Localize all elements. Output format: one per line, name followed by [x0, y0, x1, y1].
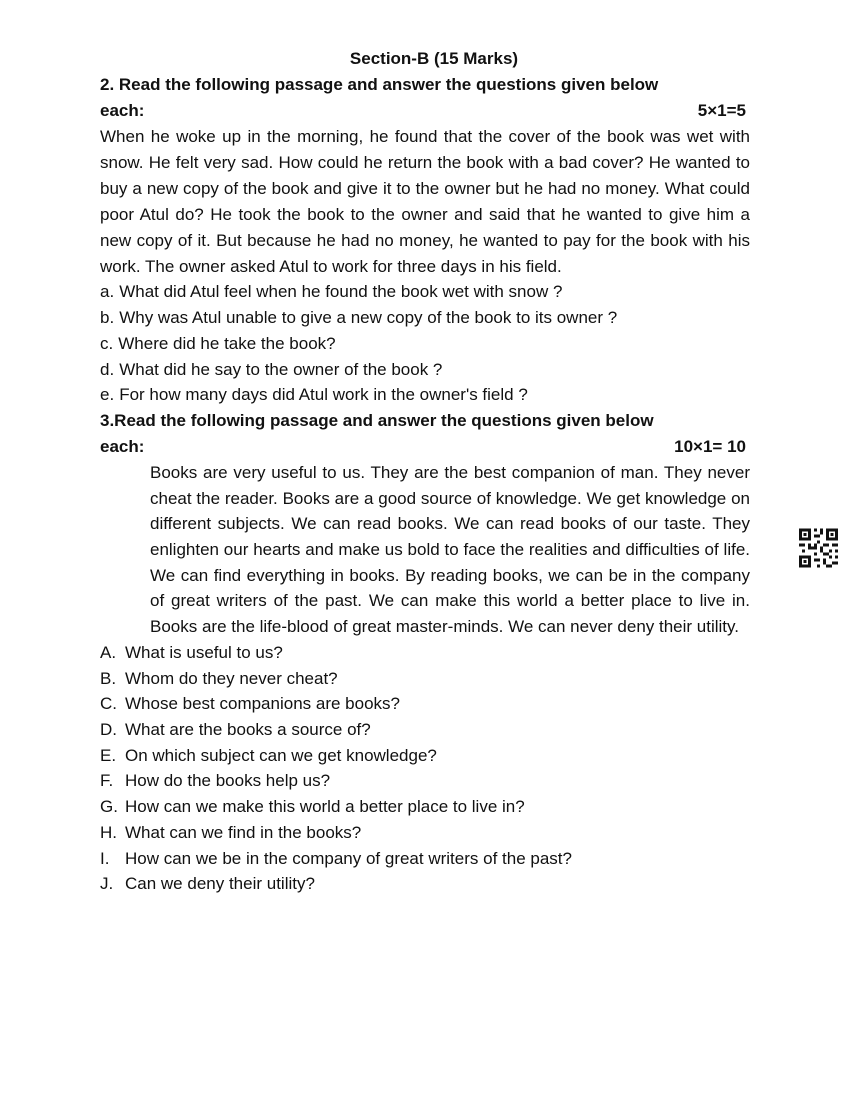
q2-heading-row [100, 98, 750, 124]
q2-question-list [100, 279, 750, 408]
list-item [100, 820, 750, 846]
q3-marks: 10×1= 10 [674, 436, 746, 456]
question-text: How can we be in the company of great writers of the past? [125, 848, 572, 868]
question-label: d. [100, 359, 115, 379]
question-label: I. [100, 848, 110, 868]
question-label: b. [100, 308, 115, 328]
question-text: Whose best companions are books? [125, 694, 400, 714]
question-label: c. [100, 333, 114, 353]
question-3 [100, 408, 750, 897]
list-item [100, 743, 750, 769]
question-text: Where did he take the book? [118, 333, 336, 353]
list-item [100, 871, 750, 897]
question-label: J. [100, 874, 114, 894]
question-label: B. [100, 668, 117, 688]
question-label: e. [100, 385, 115, 405]
q3-passage: Books are very useful to us. They are the best companion of man. They never cheat the reader. Books are a good source of knowledge. We get knowledge on different subjects. We can read books. We can read books of our taste. They enlighten our hearts and make us bold to face the realities and difficulties of life. We can find everything in books. By reading books, we can be in the company of great writers of the past. We can make this world a better place to live in. Books are the life-blood of great master-minds. We can never deny their utility. [150, 462, 750, 637]
question-label: D. [100, 719, 117, 739]
question-2 [100, 72, 750, 408]
list-item [100, 331, 750, 357]
question-text: Can we deny their utility? [125, 874, 315, 894]
q3-heading: 3.Read the following passage and answer the questions given below [100, 410, 654, 430]
question-text: How do the books help us? [125, 771, 331, 791]
question-label: E. [100, 745, 117, 765]
question-text: How can we make this world a better place to live in? [125, 797, 525, 817]
list-item [100, 794, 750, 820]
question-text: On which subject can we get knowledge? [125, 745, 437, 765]
q3-heading-row [100, 434, 750, 460]
worksheet-page [100, 46, 750, 897]
question-text: What is useful to us? [125, 642, 283, 662]
question-label: F. [100, 771, 114, 791]
question-text: Whom do they never cheat? [125, 668, 338, 688]
list-item [100, 717, 750, 743]
q3-question-list [100, 640, 750, 897]
q2-marks: 5×1=5 [697, 101, 746, 120]
section-title: Section-B (15 Marks) [349, 49, 519, 68]
question-text: What are the books a source of? [125, 719, 371, 739]
question-text: What did he say to the owner of the book ? [119, 359, 443, 379]
list-item [100, 357, 750, 383]
list-item [100, 691, 750, 717]
q2-heading: 2. Read the following passage and answer the questions given below [100, 75, 659, 94]
qr-code-icon [799, 528, 838, 568]
list-item [100, 846, 750, 872]
question-label: G. [100, 797, 118, 817]
question-text: What can we find in the books? [125, 822, 362, 842]
question-label: A. [100, 642, 117, 662]
list-item [100, 640, 750, 666]
list-item [100, 382, 750, 408]
q2-passage: When he woke up in the morning, he found that the cover of the book was wet with snow. He felt very sad. How could he return the book with a bad cover? He wanted to buy a new copy of the book and give it to the owner but he had no money. What could poor Atul do? He took the book to the owner and said that he wanted to give him a new copy of it. But because he had no money, he wanted to pay for the book with his work. The owner asked Atul to work for three days in his field. [100, 127, 750, 276]
list-item [100, 305, 750, 331]
question-label: a. [100, 282, 115, 302]
list-item [100, 279, 750, 305]
q2-heading-cont: each: [100, 101, 145, 120]
list-item [100, 768, 750, 794]
question-label: H. [100, 822, 117, 842]
q3-heading-cont: each: [100, 436, 145, 456]
question-text: What did Atul feel when he found the book wet with snow ? [119, 282, 563, 302]
question-text: Why was Atul unable to give a new copy of the book to its owner ? [119, 308, 618, 328]
question-text: For how many days did Atul work in the owner's field ? [119, 385, 528, 405]
question-label: C. [100, 694, 117, 714]
list-item [100, 666, 750, 692]
